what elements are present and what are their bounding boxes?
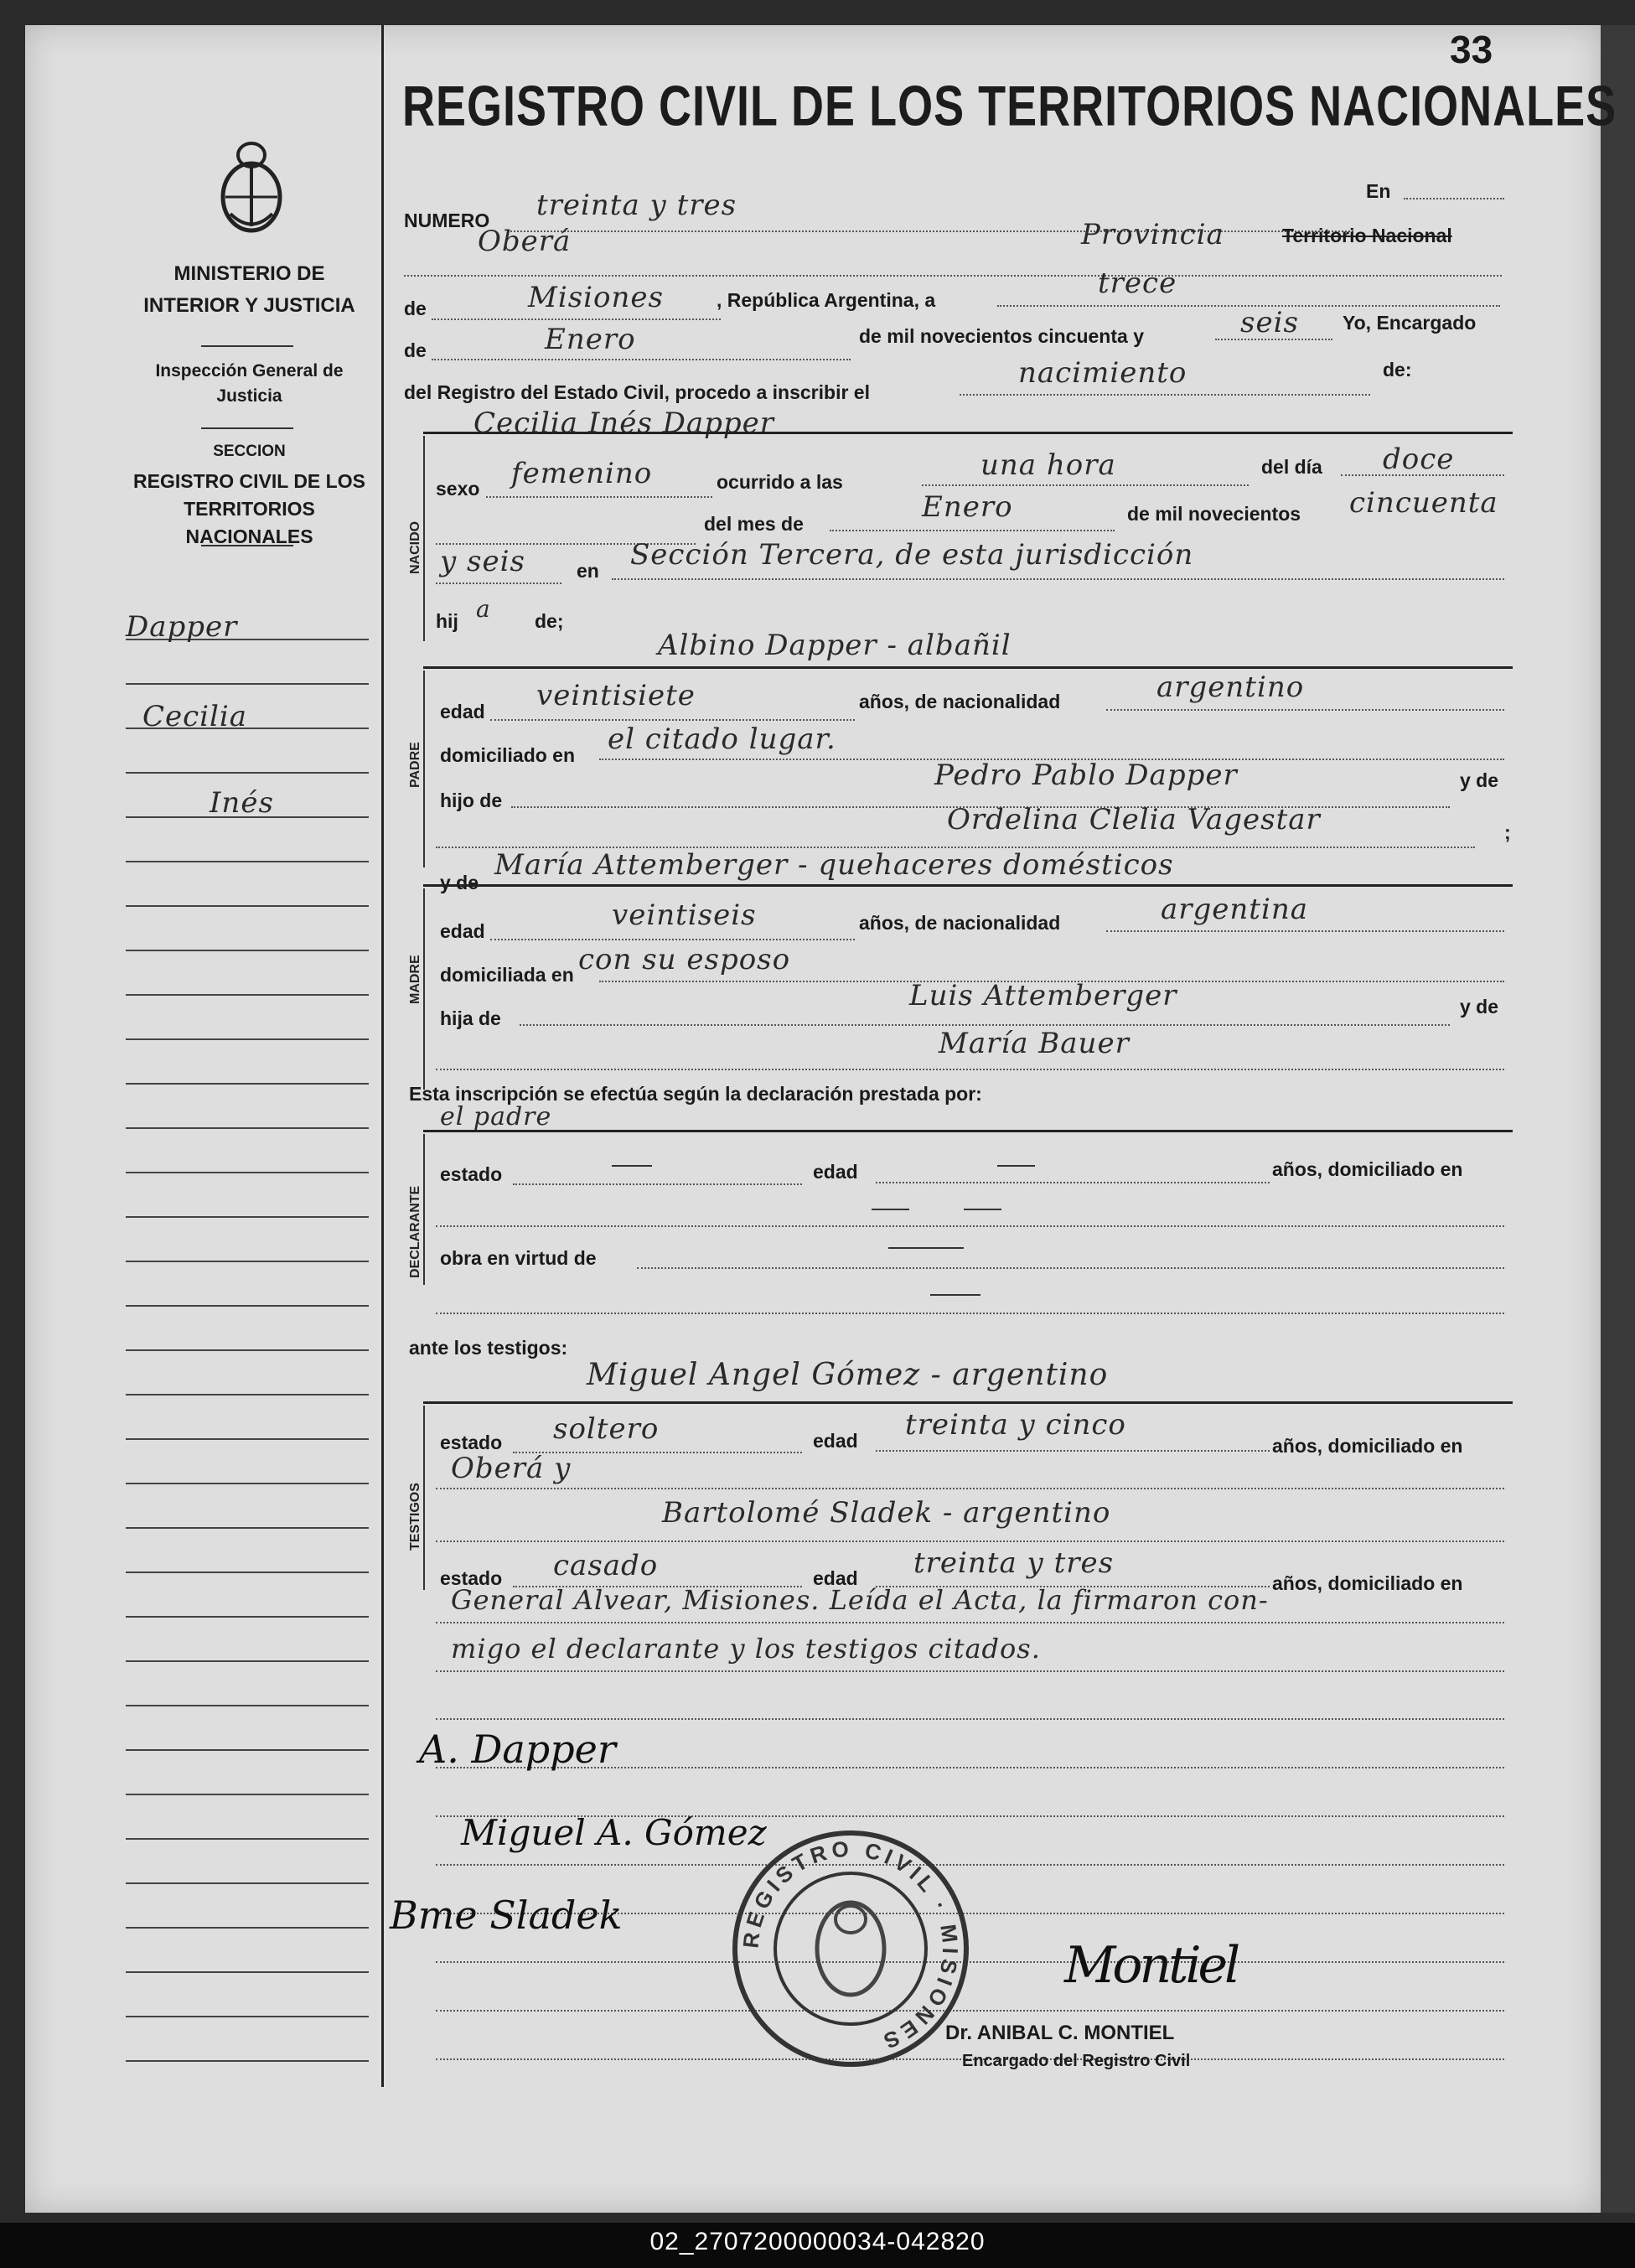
dash-mark: [872, 1209, 909, 1210]
madre-father-name: Luis Attemberger: [909, 979, 1177, 1012]
month-value: Enero: [545, 323, 636, 356]
testigos-intro: ante los testigos:: [409, 1337, 568, 1359]
w2-edad-label: edad: [813, 1567, 858, 1589]
dash-mark: [964, 1209, 1001, 1210]
nacido-section-label: NACIDO: [408, 520, 422, 574]
declarante-intro: Esta inscripción se efectúa según la declaración prestada por:: [409, 1083, 982, 1105]
birth-year-label: de mil novecientos: [1127, 503, 1301, 525]
padre-anos-label: años, de nacionalidad: [859, 691, 1061, 712]
padre-name: Albino Dapper - albañil: [658, 629, 1012, 662]
del-dia-label: del día: [1261, 456, 1322, 478]
madre-anos-label: años, de nacionalidad: [859, 912, 1061, 934]
padre-nationality: argentino: [1156, 671, 1305, 704]
w1-estado-label: estado: [440, 1432, 503, 1453]
w2-edad-value: treinta y tres: [913, 1546, 1115, 1580]
book-binding: [1601, 25, 1635, 2213]
madre-domicilio-label: domiciliada en: [440, 964, 574, 986]
closing-text: migo el declarante y los testigos citados.: [451, 1633, 1041, 1665]
dash-mark: [930, 1294, 980, 1296]
padre-hijo-de-label: hijo de: [440, 790, 503, 811]
sexo-value: femenino: [511, 457, 653, 490]
column-divider: [381, 25, 384, 2087]
padre-semicolon: ;: [1504, 821, 1511, 843]
dash-mark: [612, 1165, 652, 1167]
officer-title: Encargado del Registro Civil: [962, 2052, 1191, 2070]
scan-id: 02_2707200000034-042820: [649, 2228, 986, 2255]
padre-mother-name: Ordelina Clelia Vagestar: [947, 803, 1321, 836]
padre-edad-value: veintisiete: [536, 679, 696, 712]
provincia-value: Provincia: [1081, 218, 1224, 251]
declarante-edad-label: edad: [813, 1161, 858, 1183]
birth-year-value-2: y seis: [440, 545, 525, 578]
officer-name: Dr. ANIBAL C. MONTIEL: [945, 2022, 1175, 2044]
declarante-estado-label: estado: [440, 1163, 503, 1185]
act-type: nacimiento: [1018, 356, 1187, 390]
padre-domicilio-value: el citado lugar.: [608, 722, 836, 756]
territorio-label: Territorio Nacional: [1282, 225, 1452, 246]
signature-witness-1: Miguel A. Gómez: [461, 1812, 767, 1853]
witness1-name: Miguel Angel Gómez - argentino: [587, 1358, 1109, 1392]
padre-father-name: Pedro Pablo Dapper: [934, 759, 1238, 792]
madre-y-de-label-2: y de: [1460, 996, 1499, 1017]
madre-y-de-label: y de: [440, 872, 479, 893]
w2-anos-dom-label: años, domiciliado en: [1272, 1572, 1463, 1594]
numero-label: NUMERO: [404, 210, 490, 231]
dash-mark: [997, 1165, 1035, 1167]
margin-surname: Dapper: [126, 610, 238, 644]
sidebar-divider: [201, 345, 293, 347]
madre-mother-name: María Bauer: [939, 1027, 1130, 1060]
page-title: REGISTRO CIVIL DE LOS TERRITORIOS NACIONALES: [402, 75, 1617, 138]
dash-mark: [888, 1247, 964, 1249]
w1-anos-dom-label: años, domiciliado en: [1272, 1435, 1463, 1457]
w2-estado-value: casado: [553, 1549, 659, 1582]
yo-label: Yo, Encargado: [1343, 312, 1477, 334]
signature-officer: Montiel: [1064, 1936, 1238, 1995]
hij-label: hij: [436, 610, 458, 632]
place-value: Oberá: [478, 225, 572, 258]
hour-value: una hora: [980, 448, 1116, 482]
page-number: 33: [1450, 28, 1493, 71]
seal-text: REGISTRO CIVIL · MISIONES: [737, 1836, 964, 2056]
de-semicolon-label: de;: [535, 610, 564, 632]
padre-domicilio-label: domiciliado en: [440, 744, 576, 766]
madre-nationality: argentina: [1161, 893, 1309, 926]
registro-label: del Registro del Estado Civil, procedo a inscribir el: [404, 381, 870, 403]
madre-name: María Attemberger - quehaceres domésticos: [494, 848, 1174, 882]
signature-witness-2: Bme Sladek: [390, 1893, 623, 1938]
numero-value: treinta y tres: [536, 189, 737, 222]
w1-estado-value: soltero: [553, 1412, 660, 1446]
sexo-label: sexo: [436, 478, 480, 500]
del-mes-label: del mes de: [704, 513, 804, 535]
padre-section-label: PADRE: [408, 742, 422, 788]
en-label-2: en: [577, 560, 599, 582]
inspeccion-label: Inspección General de Justicia: [155, 361, 344, 406]
year-text-label: de mil novecientos cincuenta y: [859, 325, 1144, 347]
witness2-name: Bartolomé Sladek - argentino: [662, 1496, 1111, 1530]
w2-domicilio: General Alvear, Misiones. Leída el Acta, la firmaron con-: [451, 1584, 1269, 1616]
de-label: de: [404, 298, 427, 319]
hij-suffix: a: [476, 595, 491, 623]
coat-of-arms-icon: [214, 130, 289, 243]
declarante-who: el padre: [440, 1102, 552, 1131]
w2-estado-label: estado: [440, 1567, 503, 1589]
w1-domicilio: Oberá y: [451, 1452, 572, 1485]
testigos-section-label: TESTIGOS: [408, 1483, 422, 1551]
madre-domicilio-value: con su esposo: [578, 943, 791, 976]
birth-day: doce: [1383, 443, 1455, 476]
madre-hija-de-label: hija de: [440, 1007, 501, 1029]
declarante-anos-dom-label: años, domiciliado en: [1272, 1158, 1463, 1180]
declarante-section-label: DECLARANTE: [408, 1185, 422, 1278]
republica-label: , República Argentina, a: [717, 289, 936, 311]
declarante-obra-label: obra en virtud de: [440, 1247, 597, 1269]
signature-declarante: A. Dapper: [419, 1727, 616, 1772]
birth-year-value: cincuenta: [1349, 486, 1498, 520]
ocurrido-label: ocurrido a las: [717, 471, 843, 493]
provincia-name: Misiones: [528, 281, 664, 314]
padre-edad-label: edad: [440, 701, 485, 722]
ministry-label: MINISTERIO DE INTERIOR Y JUSTICIA: [143, 262, 355, 317]
child-name: Cecilia Inés Dapper: [473, 406, 775, 440]
margin-given-name-1: Cecilia: [142, 700, 248, 733]
official-seal: [729, 1827, 972, 2070]
birth-month: Enero: [922, 490, 1013, 524]
seccion-value: REGISTRO CIVIL DE LOS TERRITORIOS NACIONALES: [133, 470, 365, 547]
madre-edad-label: edad: [440, 920, 485, 942]
year-value: seis: [1240, 306, 1299, 339]
w1-edad-label: edad: [813, 1430, 858, 1452]
margin-given-name-2: Inés: [210, 786, 274, 820]
birth-place: Sección Tercera, de esta jurisdicción: [630, 538, 1194, 572]
sidebar-divider: [201, 427, 293, 429]
de-label-2: de: [404, 339, 427, 361]
padre-y-de-label: y de: [1460, 769, 1499, 791]
w1-edad-value: treinta y cinco: [905, 1408, 1126, 1442]
day-value: trece: [1098, 267, 1177, 300]
madre-section-label: MADRE: [408, 955, 422, 1004]
madre-edad-value: veintiseis: [612, 898, 757, 932]
de-colon-label: de:: [1383, 359, 1412, 381]
seccion-label: SECCION: [213, 443, 286, 460]
sidebar-divider: [201, 545, 293, 546]
en-label: En: [1366, 180, 1391, 202]
